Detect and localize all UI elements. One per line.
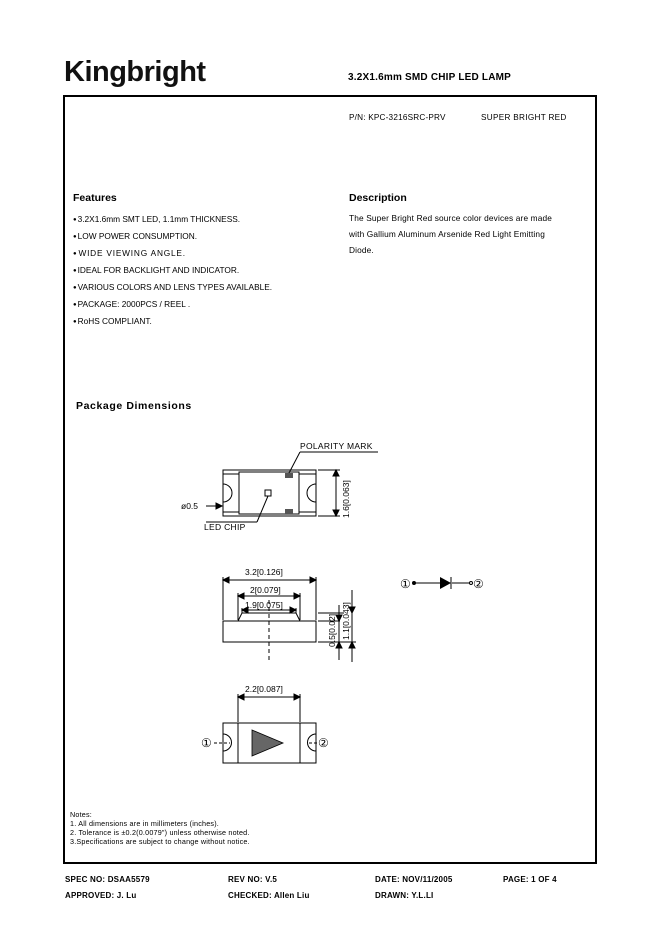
polarity-mark-top xyxy=(285,473,293,478)
description-line: Diode. xyxy=(349,245,374,255)
phi-label: ø0.5 xyxy=(181,501,199,511)
list-item: ● VARIOUS COLORS AND LENS TYPES AVAILABLE. xyxy=(73,279,272,296)
page-number: PAGE: 1 OF 4 xyxy=(503,875,557,884)
polarity-mark-label: POLARITY MARK xyxy=(300,441,373,451)
description-heading: Description xyxy=(349,192,407,204)
list-item: ● IDEAL FOR BACKLIGHT AND INDICATOR. xyxy=(73,262,272,279)
approved-by: APPROVED: J. Lu xyxy=(65,891,137,900)
description-line: with Gallium Aluminum Arsenide Red Light Emitting xyxy=(349,229,545,239)
notes-heading: Notes: xyxy=(70,810,92,819)
note-line: 2. Tolerance is ±0.2(0.0079") unless otherwise noted. xyxy=(70,828,250,837)
length-dimension-label: 3.2[0.126] xyxy=(245,567,283,577)
pin1-label: ① xyxy=(201,736,212,750)
height-dimension-label: 0.5[0.02] xyxy=(327,613,337,647)
brand-logo: Kingbright xyxy=(64,56,206,88)
top-view-lens xyxy=(239,472,299,514)
list-item: ● 3.2X1.6mm SMT LED, 1.1mm THICKNESS. xyxy=(73,211,272,228)
description-line: The Super Bright Red source color devices are made xyxy=(349,213,553,223)
bottom-view-polarity-triangle xyxy=(252,730,283,756)
pin2-label: ② xyxy=(318,736,329,750)
features-heading: Features xyxy=(73,192,117,204)
part-number: P/N: KPC-3216SRC-PRV xyxy=(349,113,446,122)
list-item: ● WIDE VIEWING ANGLE. xyxy=(73,245,272,262)
diode-symbol xyxy=(440,577,451,589)
schematic-pin1-label: ① xyxy=(400,577,411,591)
document-title: 3.2X1.6mm SMD CHIP LED LAMP xyxy=(348,72,512,83)
polarity-mark-bottom xyxy=(285,509,293,514)
width-dimension-label: 1.6[0.063] xyxy=(341,480,351,518)
revision-number: REV NO: V.5 xyxy=(228,875,278,884)
bottom-dimension-label: 2.2[0.087] xyxy=(245,684,283,694)
led-chip-die xyxy=(265,490,271,496)
top-view-outline xyxy=(223,470,316,516)
list-item: ● LOW POWER CONSUMPTION. xyxy=(73,228,272,245)
drawn-by: DRAWN: Y.L.LI xyxy=(375,891,434,900)
notes xyxy=(70,810,250,846)
top-view-notch-left xyxy=(223,484,232,502)
spec-number: SPEC NO: DSAA5579 xyxy=(65,875,150,884)
part-color: SUPER BRIGHT RED xyxy=(481,113,567,122)
checked-by: CHECKED: Allen Liu xyxy=(228,891,310,900)
list-item: ● RoHS COMPLIANT. xyxy=(73,313,272,330)
top-view-notch-right xyxy=(307,484,316,502)
package-heading: Package Dimensions xyxy=(76,400,192,412)
inner-dimension-label-2: 1.9[0.075] xyxy=(245,600,283,610)
led-chip-label: LED CHIP xyxy=(204,522,246,532)
height-dimension-label-2: 1.1[0.043] xyxy=(341,602,351,640)
date: DATE: NOV/11/2005 xyxy=(375,875,453,884)
schematic-pin2-label: ② xyxy=(473,577,484,591)
list-item: ● PACKAGE: 2000PCS / REEL . xyxy=(73,296,272,313)
note-line: 3.Specifications are subject to change without notice. xyxy=(70,837,250,846)
inner-dimension-label: 2[0.079] xyxy=(250,585,281,595)
note-line: 1. All dimensions are in millimeters (inches). xyxy=(70,819,220,828)
